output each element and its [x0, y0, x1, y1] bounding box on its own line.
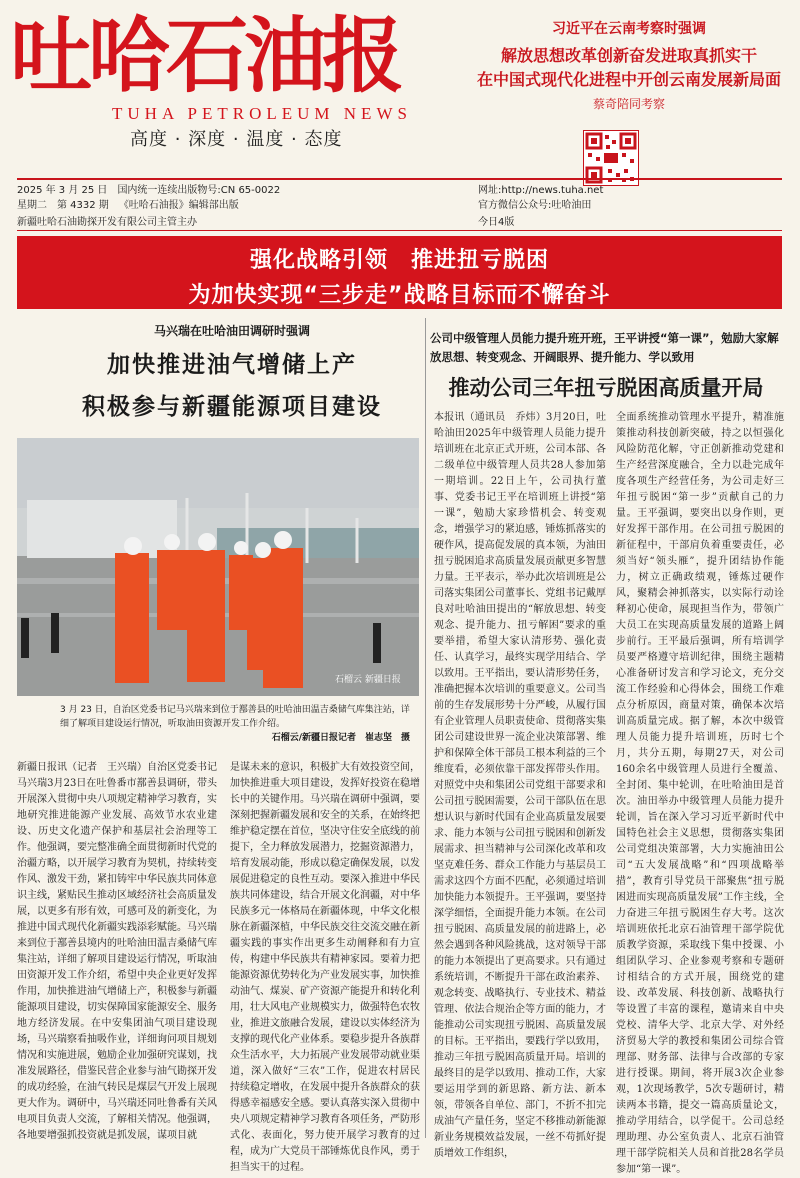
- lead-headline-1: 加快推进油气增储上产: [107, 352, 357, 378]
- lead-photo[interactable]: [17, 438, 419, 696]
- banner-line-1: 强化战略引领 推进扭亏脱困: [249, 248, 549, 273]
- caption-text: 3 月 23 日，自治区党委书记马兴瑞来到位于鄯善县的吐哈油田温吉桑储气库集注站，详细了解项目建设运行情况，听取油田资源开发工作介绍。: [60, 705, 410, 729]
- issue-pages: 今日4版: [478, 217, 515, 228]
- info-divider: [17, 230, 782, 231]
- right-kicker: 公司中级管理人员能力提升班开班，王平讲授“第一课”，勉励大家解放思想、转变观念、开阔眼界、提升能力、学以致用: [430, 331, 779, 364]
- masthead-title: 吐哈石油报: [10, 8, 401, 104]
- top-story-kicker: 习近平在云南考察时强调: [552, 21, 706, 37]
- top-story-headline-1: 解放思想改革创新奋发进取真抓实干: [500, 46, 757, 65]
- photo-watermark: 石榴云 新疆日报: [335, 675, 401, 685]
- top-story-headline-2: 在中国式现代化进程中开创云南发展新局面: [476, 70, 781, 89]
- lead-headline[interactable]: [17, 344, 447, 428]
- photo-caption: [60, 703, 410, 745]
- issue-number: 星期二 第 4332 期: [17, 200, 109, 211]
- lead-kicker: 马兴瑞在吐哈油田调研时强调: [153, 324, 310, 338]
- issue-info: [17, 183, 477, 230]
- issue-editor: 《吐哈石油报》编辑部出版: [118, 200, 239, 211]
- right-column-1: 本报讯（通讯员 乔炜）3月20日，吐哈油田2025年中级管理人员能力提升培训班在北京正式开班，公司本部、各二级单位中级管理人员共28人参加第一期培训。22日上午，公司执行董事、党委书记王平在培训班上讲授“第一课”，勉励大家珍惜机会、转变观念，增强学习的紧迫感，锤炼抓落实的硬作风，提高促发展的真本领，为油田扭亏脱困追求高质量发展贡献更多智慧力量。王平表示，举办此次培训班是公司落实集团公司董事长、党组书记戴厚良对吐哈油田提出的“解放思想、转变观念、提升能力、扭亏解困”要求的重要举措，希望大家认清形势、强化责任、认真学习，最终实现学用结合、学以致用。王平指出，要认清形势任务，准确把握本次培训的重要意义。公司当前的生存发展形势十分严峻，从履行国有企业管理人员职责使命、贯彻落实集团公司建设世界一流企业决策部署、维护和保障全体干部员工根本利益的三个维度看，必须依靠干部发挥带头作用。对照党中央和集团公司党组干部要求和公司扭亏脱困需要，公司干部队伍在思想认识与新时代国有企业高质量发展要求、能力本领与公司扭亏脱困和创新发展需求、担当精神与公司深化改革和攻坚克难任务、群众工作能力与基层员工需求这四个方面不匹配，必须通过培训加快能力本领提升。王平强调，要坚持深学细悟，全面提升能力本领。在公司扭亏脱困、高质量发展的前进路上，必然会遇到各种风险挑战，这对领导干部的能力本领提出了更高要求。只有通过系统培训，不断提升干部在政治素养、观念转变、战略执行、专业技术、精益管理、依法合规治企等方面的能力，才能推动公司实现扭亏脱困、高质量发展的目标。王平指出，要践行学以致用，推动三年扭亏脱困高质量开局。培训的最终目的是学以致用、推动工作，大家要运用学到的新思路、新方法、新本领，带领各自单位、部门，不折不扣完成油气产量任务，坚定不移推动新能源新业务规模效益发展，一丝不苟抓好提质增效工作组织，: [434, 412, 606, 1159]
- masthead-slogan: 高度 · 深度 · 温度 · 态度: [130, 129, 343, 150]
- right-column-2: 全面系统推动管理水平提升，精准施策推动科技创新突破，持之以恒强化风险防范化解，守正创新推动党建和生产经营深度融合，全力以赴完成年度各项生产经营任务，为公司走好三年扭亏脱困“第一步”贡献自己的力量。王平强调，要突出以身作则，更好发挥干部作用。在公司扭亏脱困的新征程中，干部肩负着重要责任，必须当好“领头雁”，提升团结协作能力，树立正确政绩观，锤炼过硬作风，聚精会神抓落实，以实际行动诠释初心使命，展现担当作为，带领广大员工在实现高质量发展的道路上阔步前行。王平最后强调，所有培训学员要严格遵守培训纪律，围绕主题精心准备研讨发言和学习论文，充分交流工作经验和心得体会，围绕工作难点分析原因，商量对策，确保本次培训高质量完成。据了解，本次中级管理人员能力提升培训班，历时七个月，共分五期，每期27天，对公司160余名中级管理人员进行全覆盖、全封闭、集中轮训，在吐哈油田是首次。油田举办中级管理人员能力提升轮训，旨在深入学习习近平新时代中国特色社会主义思想，贯彻落实集团公司党组决策部署，大力实施油田公司“五大发展战略”和“四项战略举措”，教育引导党员干部聚焦“扭亏脱困进而实现高质量发展”工作主线，全力奋进三年扭亏脱困生存大考。这次培训班依托北京石油管理干部学院优质教学资源，采取线下集中授课、小组团队学习、企业参观考察和专题研讨相结合的方式开展，围绕党的建设、改革发展、科技创新、战略执行等设置了丰富的课程，邀请来自中央党校、清华大学、北京大学、对外经济贸易大学的教授和集团公司综合管理部、财务部、法律与合改部的专家进行授课。期间，将开展3次企业参观，1次现场教学，5次专题研讨，精读两本书籍，提交一篇高质量论文，推动学用结合，以学促干。公司总经理助理、办公室负责人、北京石油管理干部学院相关人员和首批28名学员参加“第一课”。: [616, 412, 784, 1175]
- issue-cn: 国内统一连续出版物号:CN 65-0022: [117, 185, 281, 196]
- caption-credit: 石榴云/新疆日报记者 崔志坚 摄: [271, 733, 410, 743]
- issue-wechat: 官方微信公众号:吐哈油田: [478, 200, 592, 211]
- masthead-divider: [17, 178, 782, 180]
- banner-line-2: 为加快实现“三步走”战略目标而不懈奋斗: [188, 283, 611, 308]
- right-headline[interactable]: 推动公司三年扭亏脱困高质量开局: [448, 376, 764, 400]
- lead-column-2: 是谋未来的意识，积极扩大有效投资空间，加快推进重大项目建设，发挥好投资在稳增长中的关键作用。马兴瑞在调研中强调，要深刻把握新疆发展和安全的关系，在始终把维护稳定摆在首位，坚决守住安全底线的前提下，全力释放发展潜力，挖掘资源潜力，培育发展动能，形成以稳定确保发展，以发展促进稳定的良性互动。要深入推进中华民族共同体建设，结合开展文化润疆，对中华民族多元一体格局在新疆体现，中华文化根脉在新疆深植，中华民族交往交流交融在新疆实践的事实作出更多生动阐释和有力宣传，构建中华民族共有精神家园。要着力把能源资源优势转化为产业发展实事，加快推动油气、煤炭、矿产资源产能提升和转化利用，壮大风电产业规模实力，做强特色农牧业，推进文旅融合发展，建设以实体经济为支撑的现代化产业体系。要稳步提升各族群众生活水平，大力拓展产业发展带动就业渠道，深入做好“三农”工作，促进农村居民持续稳定增收，在发展中提升各族群众的获得感幸福感安全感。要认真落实深入贯彻中央八项规定精神学习教育各项任务，严防形式化、表面化，努力使开展学习教育的过程，成为广大党员干部锤炼优良作风，勇于担当实干的过程。: [230, 762, 420, 1173]
- column-divider: [425, 318, 426, 1138]
- issue-date: 2025 年 3 月 25 日: [17, 185, 108, 196]
- issue-website[interactable]: 网址:http://news.tuha.net: [478, 185, 604, 196]
- issue-sponsor: 新疆吐哈石油勘探开发有限公司主管主办: [17, 217, 197, 228]
- lead-column-1: 新疆日报讯（记者 王兴瑞）自治区党委书记马兴瑞3月23日在吐鲁番市鄯善县调研，带头开展深入贯彻中央八项规定精神学习教育，实地研究推进能源产业发展、高效节水农业建设、历史文化遗产保护和基层社会治理等工作。他强调，要完整准确全面贯彻新时代党的治疆方略，以开展学习教育为契机，持续转变作风、激发干劲，紧扣铸牢中华民族共同体意识主线，紧贴民生推动区域经济社会高质量发展，以更多有形有效，可感可及的新变化，为推进中国式现代化新疆实践添彩赋能。马兴瑞来到位于鄯善县境内的吐哈油田温吉桑储气库集注站，详细了解项目建设运行情况，听取油田资源开发工作介绍，希望中央企业更好发挥作用，加快推进油气增储上产，积极参与新疆能源项目建设，切实保障国家能源安全、服务地方经济发展。在中安集团油气项目建设现场，马兴瑞察看抽吸作业，详细询问项目规划情况和实施进展，勉励企业加强研究谋划，找准发展路径，借鉴民营企业参与油气勘探开发的成功经验，在油气转民是煤层气开发上展现更大作为。调研中，马兴瑞还同吐鲁番有关风电项目负责人交流，了解相关情况。他强调，各地要增强抓投资就是抓发展，谋项目就: [17, 762, 217, 1141]
- issue-info-right: [478, 183, 603, 230]
- top-story-sub: 蔡奇陪同考察: [592, 97, 665, 111]
- top-story[interactable]: [470, 18, 788, 112]
- slogan-banner: [17, 236, 782, 309]
- lead-headline-2: 积极参与新疆能源项目建设: [82, 394, 382, 420]
- masthead-english: TUHA PETROLEUM NEWS: [112, 104, 412, 123]
